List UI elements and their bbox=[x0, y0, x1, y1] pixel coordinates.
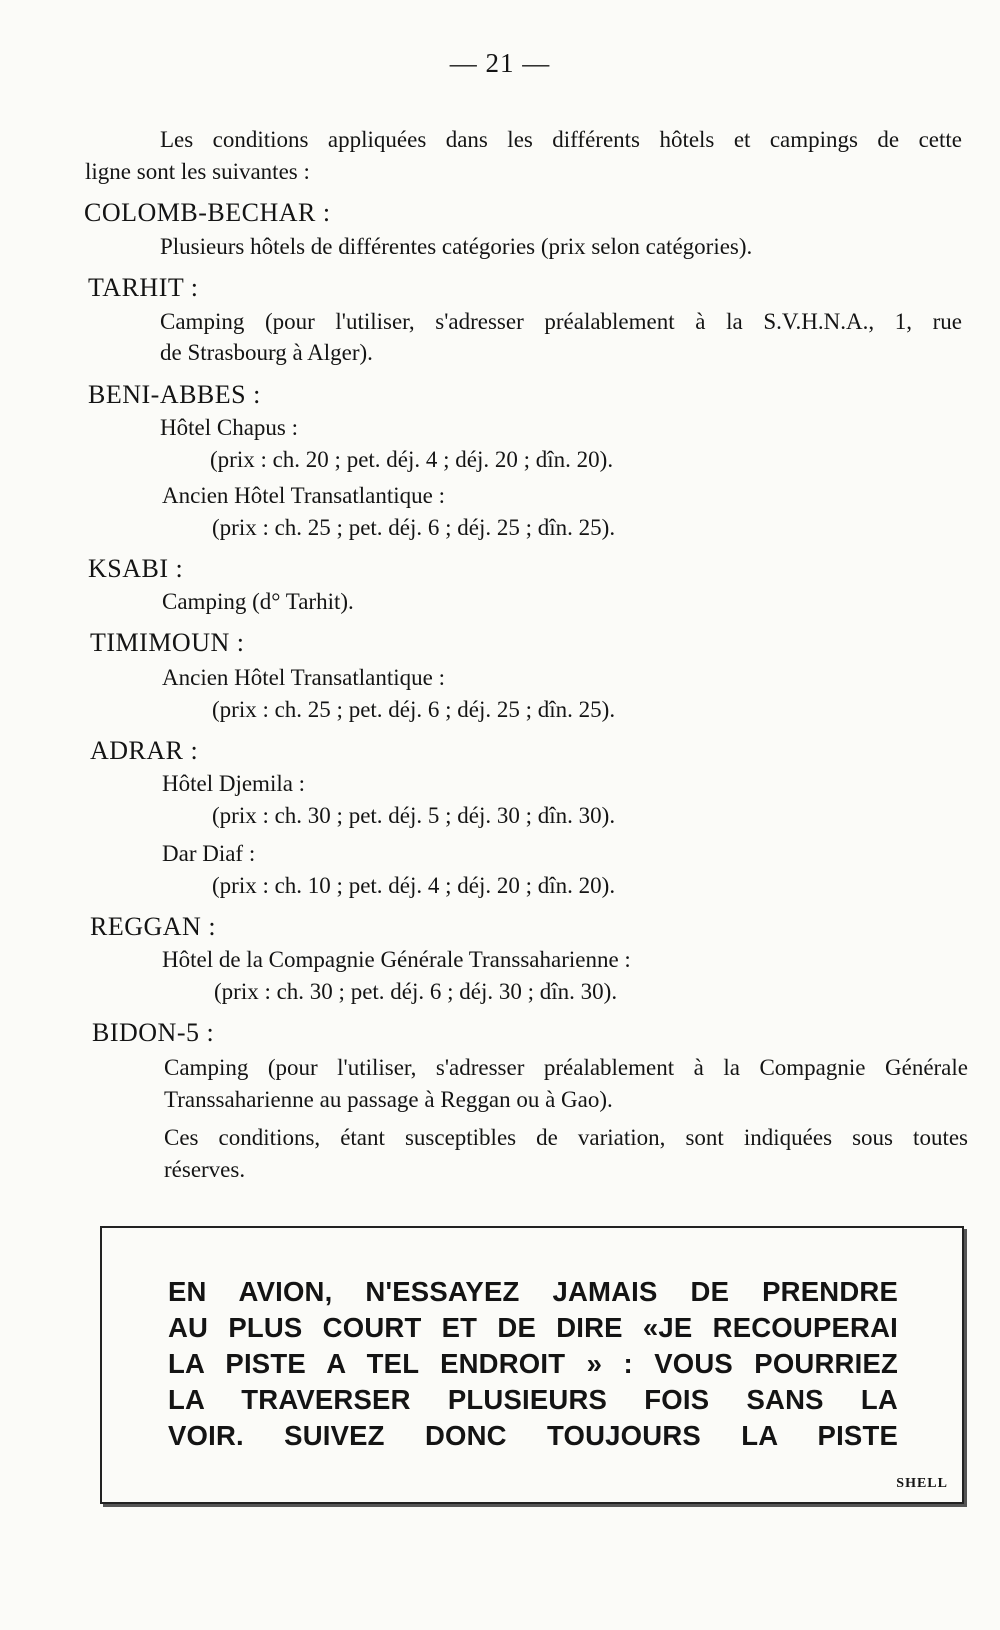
adrar-hotel-2-name: Dar Diaf : bbox=[162, 841, 256, 866]
intro-line-1: Les conditions appliquées dans les différents hôtels et campings de cette bbox=[160, 127, 962, 152]
reggan-hotel-name: Hôtel de la Compagnie Générale Transsaharienne : bbox=[162, 947, 631, 972]
box-line-5: VOIR. SUIVEZ DONC TOUJOURS LA PISTE bbox=[168, 1420, 898, 1451]
beni-abbes-hotel-2-prices: (prix : ch. 25 ; pet. déj. 6 ; déj. 25 ; dîn. 25). bbox=[212, 515, 616, 540]
adrar-hotel-1-name: Hôtel Djemila : bbox=[162, 771, 306, 796]
beni-abbes-hotel-1-prices: (prix : ch. 20 ; pet. déj. 4 ; déj. 20 ; dîn. 20). bbox=[210, 447, 614, 472]
beni-abbes-hotel-2-name: Ancien Hôtel Transatlantique : bbox=[162, 483, 445, 508]
adrar-hotel-2-prices: (prix : ch. 10 ; pet. déj. 4 ; déj. 20 ; dîn. 20). bbox=[212, 873, 616, 898]
note-line-1: Ces conditions, étant susceptibles de variation, sont indiquées sous toutes bbox=[164, 1125, 968, 1150]
reggan-hotel-prices: (prix : ch. 30 ; pet. déj. 6 ; déj. 30 ; dîn. 30). bbox=[214, 979, 618, 1004]
box-line-2: AU PLUS COURT ET DE DIRE «JE RECOUPERAI bbox=[168, 1312, 898, 1343]
shell-credit: SHELL bbox=[896, 1476, 948, 1491]
heading-tarhit: TARHIT : bbox=[88, 273, 199, 302]
heading-ksabi: KSABI : bbox=[88, 554, 184, 583]
adrar-hotel-1-prices: (prix : ch. 30 ; pet. déj. 5 ; déj. 30 ; dîn. 30). bbox=[212, 803, 616, 828]
heading-timimoun: TIMIMOUN : bbox=[90, 628, 245, 657]
heading-bidon-5: BIDON-5 : bbox=[92, 1018, 215, 1047]
note-line-2: réserves. bbox=[164, 1157, 246, 1182]
timimoun-hotel-prices: (prix : ch. 25 ; pet. déj. 6 ; déj. 25 ; dîn. 25). bbox=[212, 697, 616, 722]
page-number: — 21 — bbox=[449, 48, 551, 78]
box-line-3: LA PISTE A TEL ENDROIT » : VOUS POURRIEZ bbox=[168, 1348, 898, 1379]
tarhit-line-2: de Strasbourg à Alger). bbox=[160, 340, 373, 365]
shell-advice-box bbox=[100, 1226, 964, 1504]
heading-reggan: REGGAN : bbox=[90, 912, 217, 941]
heading-adrar: ADRAR : bbox=[90, 736, 199, 765]
box-line-1: EN AVION, N'ESSAYEZ JAMAIS DE PRENDRE bbox=[168, 1276, 898, 1307]
box-line-4: LA TRAVERSER PLUSIEURS FOIS SANS LA bbox=[168, 1384, 898, 1415]
beni-abbes-hotel-1-name: Hôtel Chapus : bbox=[160, 415, 298, 440]
intro-line-2: ligne sont les suivantes : bbox=[85, 159, 310, 184]
timimoun-hotel-name: Ancien Hôtel Transatlantique : bbox=[162, 665, 445, 690]
heading-colomb-bechar: COLOMB-BECHAR : bbox=[84, 198, 331, 227]
bidon-5-line-2: Transsaharienne au passage à Reggan ou à Gao). bbox=[164, 1087, 613, 1112]
ksabi-text: Camping (d° Tarhit). bbox=[162, 589, 354, 614]
colomb-bechar-text: Plusieurs hôtels de différentes catégories (prix selon catégories). bbox=[160, 234, 753, 259]
tarhit-line-1: Camping (pour l'utiliser, s'adresser préalablement à la S.V.H.N.A., 1, rue bbox=[160, 309, 962, 334]
heading-beni-abbes: BENI-ABBES : bbox=[88, 380, 261, 409]
bidon-5-line-1: Camping (pour l'utiliser, s'adresser préalablement à la Compagnie Générale bbox=[164, 1055, 968, 1080]
